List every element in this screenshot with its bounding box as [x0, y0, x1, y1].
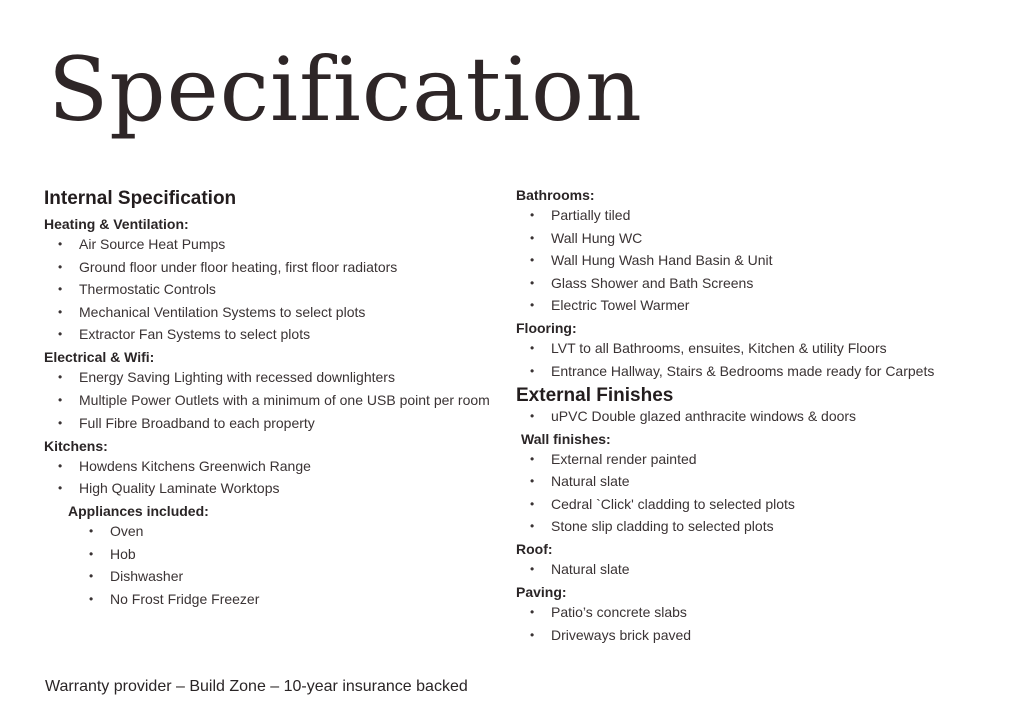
list-item: • Natural slate	[516, 472, 996, 490]
list-item: • Wall Hung WC	[516, 229, 996, 247]
list-item: • Entrance Hallway, Stairs & Bedrooms made ready for Carpets	[516, 362, 996, 380]
list-item: • External render painted	[516, 450, 996, 468]
paving-list	[516, 603, 996, 644]
list-item: • Full Fibre Broadband to each property	[44, 414, 504, 432]
bathrooms-heading: Bathrooms:	[516, 187, 595, 203]
list-item: • Thermostatic Controls	[44, 280, 504, 298]
list-item: • Cedral `Click' cladding to selected plots	[516, 495, 996, 513]
external-finishes-list	[516, 407, 996, 425]
internal-specification-column	[44, 186, 504, 613]
list-item: • Natural slate	[516, 560, 996, 578]
flooring-list	[516, 339, 996, 380]
electrical-wifi-list	[44, 368, 504, 431]
appliances-list	[44, 522, 504, 608]
list-item: • Extractor Fan Systems to select plots	[44, 325, 504, 343]
list-item: • High Quality Laminate Worktops	[44, 479, 504, 497]
electrical-wifi-heading: Electrical & Wifi:	[44, 349, 155, 366]
list-item: • Electric Towel Warmer	[516, 296, 996, 314]
list-item: • Dishwasher	[44, 567, 504, 585]
flooring-heading: Flooring:	[516, 320, 577, 337]
wall-finishes-list	[516, 450, 996, 536]
list-item: • Partially tiled	[516, 206, 996, 224]
appliances-heading: Appliances included:	[68, 503, 209, 520]
kitchens-heading: Kitchens:	[44, 437, 108, 454]
kitchens-list	[44, 457, 504, 498]
roof-list	[516, 560, 996, 578]
list-item: • Mechanical Ventilation Systems to select plots	[44, 303, 504, 321]
heating-ventilation-list	[44, 235, 504, 343]
list-item: • Oven	[44, 522, 504, 540]
page-title: Specification	[48, 38, 643, 141]
paving-heading: Paving:	[516, 584, 567, 601]
list-item: • uPVC Double glazed anthracite windows & doors	[516, 407, 996, 425]
list-item: • Glass Shower and Bath Screens	[516, 274, 996, 292]
internal-specification-heading: Internal Specification	[44, 188, 237, 209]
heating-ventilation-heading: Heating & Ventilation:	[44, 216, 189, 232]
roof-heading: Roof:	[516, 541, 553, 558]
list-item: • Patio’s concrete slabs	[516, 603, 996, 621]
list-item: • Hob	[44, 545, 504, 563]
list-item: • Driveways brick paved	[516, 626, 996, 644]
bathrooms-list	[516, 206, 996, 314]
list-item: • Ground floor under floor heating, first floor radiators	[44, 258, 504, 276]
warranty-note: Warranty provider – Build Zone – 10-year insurance backed	[45, 678, 468, 695]
list-item: • Stone slip cladding to selected plots	[516, 517, 996, 535]
list-item: • Howdens Kitchens Greenwich Range	[44, 457, 504, 475]
wall-finishes-heading: Wall finishes:	[521, 430, 611, 447]
list-item: • Energy Saving Lighting with recessed downlighters	[44, 368, 504, 386]
list-item: • Wall Hung Wash Hand Basin & Unit	[516, 251, 996, 269]
right-specification-column	[516, 186, 996, 649]
list-item: • LVT to all Bathrooms, ensuites, Kitchen & utility Floors	[516, 339, 996, 357]
list-item: • Air Source Heat Pumps	[44, 235, 504, 253]
list-item: • No Frost Fridge Freezer	[44, 590, 504, 608]
list-item: • Multiple Power Outlets with a minimum of one USB point per room	[44, 391, 504, 409]
external-finishes-heading: External Finishes	[516, 384, 674, 406]
